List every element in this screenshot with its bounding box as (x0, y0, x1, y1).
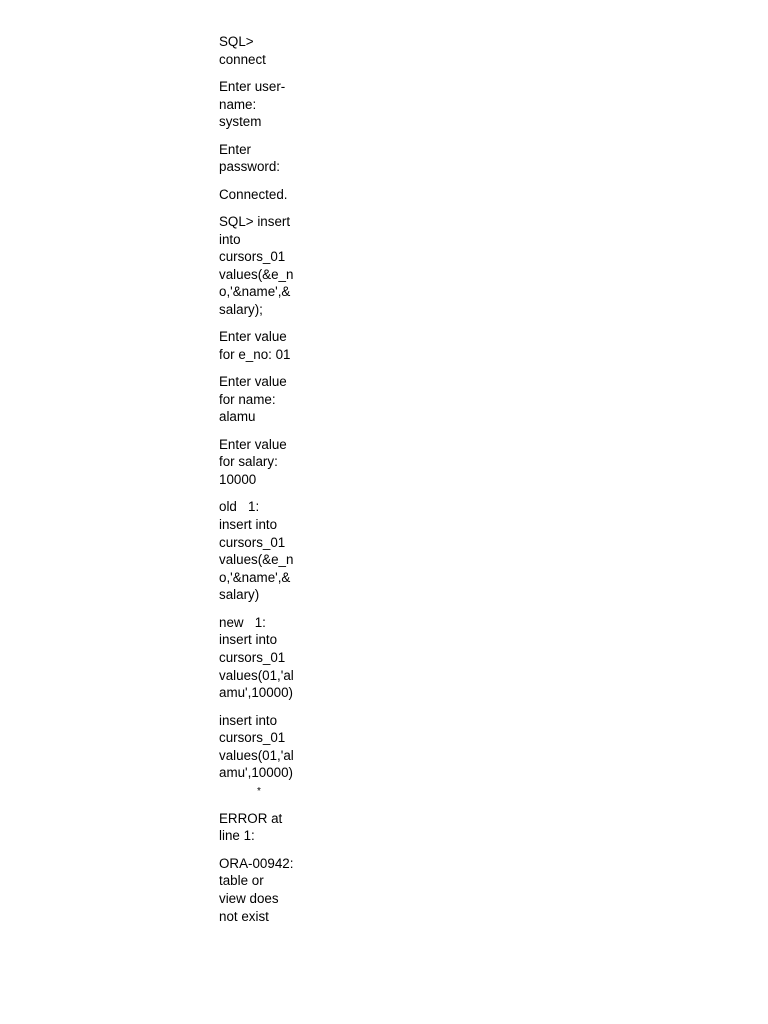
salary-value-prompt: Enter value for salary: 10000 (219, 436, 287, 488)
echoed-statement: insert into cursors_01 values(01,'al amu',10000) (219, 712, 294, 781)
username-prompt: Enter user- name: system (219, 78, 286, 130)
connected-message: Connected. (219, 186, 288, 202)
sql-session-transcript (219, 33, 309, 925)
insert-statement: SQL> insert into cursors_01 values(&e_n o,'&name',& salary); (219, 213, 294, 317)
new-statement: new 1: insert into cursors_01 values(01,'al amu',10000) (219, 614, 294, 701)
old-statement: old 1: insert into cursors_01 values(&e_n o,'&name',& salary) (219, 499, 294, 603)
error-location: ERROR at line 1: (219, 810, 283, 844)
name-value-prompt: Enter value for name: alamu (219, 374, 287, 425)
ora-error-message: ORA-00942: table or view does not exist (219, 855, 294, 924)
password-prompt: Enter password: (219, 141, 281, 175)
error-position-marker: * (257, 785, 261, 797)
eno-value-prompt: Enter value for e_no: 01 (219, 329, 291, 362)
sql-prompt-connect: SQL> connect (219, 34, 266, 67)
